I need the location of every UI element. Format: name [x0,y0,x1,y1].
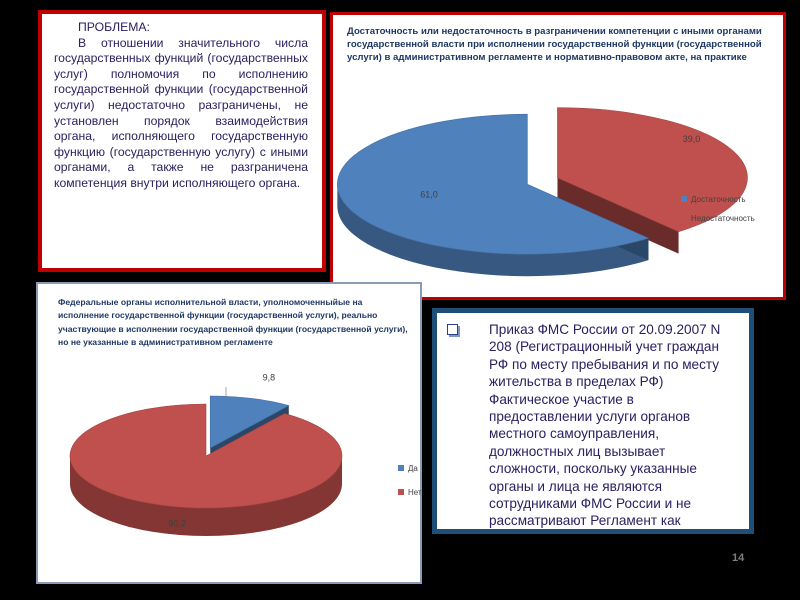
problem-body: В отношении значительного числа государственных функций (государственных услуг) полномочия по исполнению государственной функции (государственной услуги) недостаточно разграничены, не установлен порядок взаимодействия органа, исполняющего государственную функцию (государственную услугу) с иными органами, а также не разграничена компетенция внутри исполняющего органа. [54,35,308,190]
chart2-title: Федеральные органы исполнительной власти, уполномоченныйые на исполнение государственной функции (государственной услуги), реально участвующие в исполнении государственной функции (государственной услуги), но не указанные в административном регламенте [58,297,408,348]
pie1-legend-swatch-0 [681,196,687,202]
fms-order-text: Приказ ФМС России от 20.09.2007 N 208 (Регистрационный учет граждан РФ по месту пребывания и по месту жительства в пределах РФ) Фактическое участие в предоставлении услуги органов местного самоуправления, должностных лиц вызывает сложности, поскольку указанные органы и лица не являются сотрудниками ФМС России и не рассматривают Регламент как [489,322,721,529]
pie2-slice-1 [70,404,342,508]
chart1-plot [333,15,783,297]
chart2-plot [38,284,420,582]
problem-box [38,10,326,272]
fms-order-box [432,308,754,534]
pie2-legend-swatch-1 [398,489,404,495]
pie2-legend-label-0: Да [408,464,418,473]
problem-box-inner [42,14,322,268]
chart-federal-bodies [36,282,422,584]
pie1-legend-swatch-1 [681,215,687,221]
pie2-value-label-1: 90,2 [168,518,186,529]
fms-order-box-inner [437,313,749,529]
page-number: 14 [732,552,745,564]
pie1-legend-label-0: Достаточность [691,195,746,204]
pie1-value-label-0: 61,0 [420,189,438,200]
chart-competence-sufficiency [330,12,786,300]
chart1-title: Достаточность или недостаточность в разграничении компетенции с иными органами государственной власти при исполнении государственной функции (государственной услуги) в административном регламенте и нормативно-правовом акте, на практике [347,26,762,64]
pie2-value-label-0: 9,8 [262,372,276,383]
checkbox-bullet-icon [447,324,458,335]
problem-heading: ПРОБЛЕМА: [78,20,150,34]
pie1-value-label-1: 39,0 [682,133,701,144]
pie1-legend-label-1: Недостаточность [691,214,755,223]
pie2-legend-swatch-0 [398,465,404,471]
pie2-legend-label-1: Нет [408,488,422,497]
